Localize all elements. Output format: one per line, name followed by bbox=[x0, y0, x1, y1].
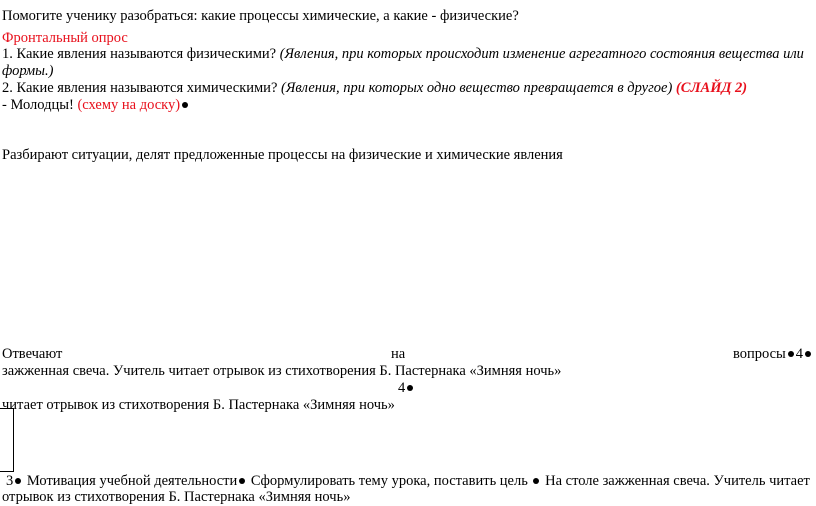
slide-label: (СЛАЙД 2) bbox=[672, 80, 748, 96]
bottom-num: 3 bbox=[6, 473, 14, 489]
question-1-answer-cont: формы.) bbox=[2, 63, 54, 79]
bullet-icon bbox=[533, 478, 539, 484]
answers-right bbox=[733, 346, 813, 363]
question-1-text: 1. Какие явления называются физическими? bbox=[2, 46, 280, 62]
bottom-part1: Мотивация учебной деятельности bbox=[23, 473, 238, 489]
bullet-icon bbox=[407, 385, 413, 391]
bottom-cont: отрывок из стихотворения Б. Пастернака «Зимняя ночь» bbox=[2, 489, 351, 505]
bullet-icon bbox=[15, 478, 21, 484]
situations-text: Разбирают ситуации, делят предложенные процессы на физические и химические явления bbox=[2, 147, 563, 163]
candle-line: зажженная свеча. Учитель читает отрывок из стихотворения Б. Пастернака «Зимняя ночь» bbox=[2, 363, 562, 379]
frame-box bbox=[0, 408, 14, 472]
bottom-part2: Сформулировать тему урока, поставить цель bbox=[247, 473, 532, 489]
question-2-answer: (Явления, при которых одно вещество превращается в другое) bbox=[281, 80, 673, 96]
bullet-icon bbox=[805, 351, 811, 357]
answers-center: на bbox=[391, 346, 406, 362]
praise-text: - Молодцы! bbox=[2, 97, 78, 113]
bottom-part3: На столе зажженная свеча. Учитель читает bbox=[541, 473, 810, 489]
answers-left: Отвечают bbox=[2, 346, 63, 362]
num4-line bbox=[398, 380, 415, 397]
question-1-answer: (Явления, при которых происходит изменение агрегатного состояния вещества или bbox=[279, 46, 804, 62]
praise-red: (схему на доску) bbox=[77, 97, 181, 113]
num4: 4 bbox=[398, 380, 406, 396]
question-2-text: 2. Какие явления называются химическими? bbox=[2, 80, 282, 96]
bottom-line bbox=[6, 473, 810, 490]
bullet-icon bbox=[182, 102, 188, 108]
intro-text: Помогите ученику разобраться: какие процессы химические, а какие - физические? bbox=[2, 8, 519, 24]
praise-line bbox=[2, 97, 190, 114]
section-title: Фронтальный опрос bbox=[2, 30, 128, 46]
answers-right-text: вопросы bbox=[733, 346, 786, 362]
question-2 bbox=[2, 80, 747, 97]
reads-line: читает отрывок из стихотворения Б. Пастернака «Зимняя ночь» bbox=[2, 397, 395, 413]
question-1 bbox=[2, 46, 804, 63]
answers-num: 4 bbox=[795, 346, 804, 362]
bullet-icon bbox=[788, 351, 794, 357]
bullet-icon bbox=[239, 478, 245, 484]
